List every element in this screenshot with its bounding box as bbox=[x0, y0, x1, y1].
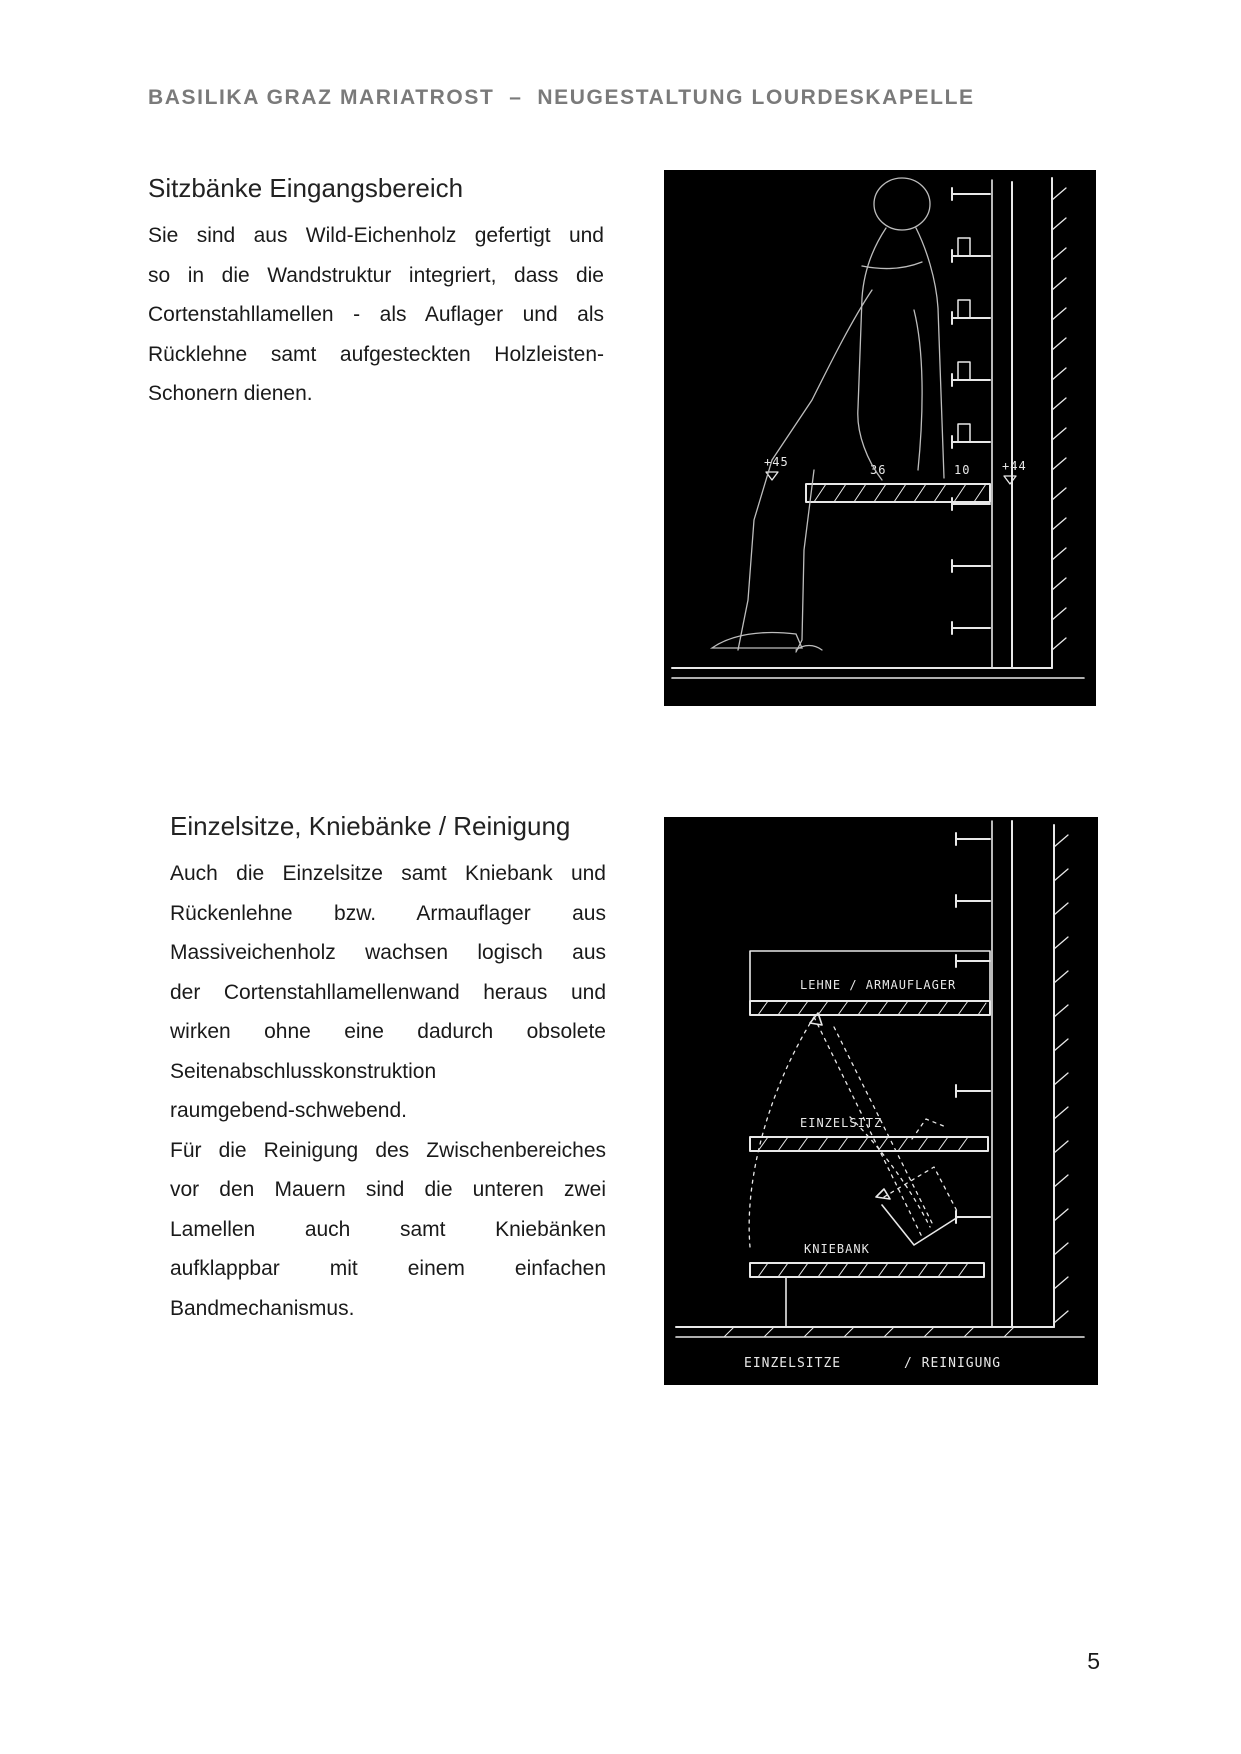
section2-line-6: Seitenabschlusskonstruktion bbox=[170, 1060, 437, 1083]
sketch2-caption-right: / REINIGUNG bbox=[904, 1356, 1002, 1371]
sketch1-depth-gap-label: 10 bbox=[954, 463, 971, 477]
section2-line-12: Bandmechanismus. bbox=[170, 1297, 355, 1320]
sketch2-seat-label: EINZELSITZ bbox=[800, 1116, 883, 1130]
sketch2-caption-left: EINZELSITZE bbox=[744, 1356, 842, 1371]
sketch2-kneeler-label: KNIEBANK bbox=[804, 1242, 870, 1256]
section2-line-4: der Cortenstahllamellenwand heraus und bbox=[170, 981, 606, 1004]
header-left: BASILIKA GRAZ MARIATROST bbox=[148, 86, 495, 109]
sketch1-level-right-label: +44 bbox=[1002, 459, 1027, 473]
section1-title: Sitzbänke Eingangsbereich bbox=[148, 173, 464, 203]
section2-line-5: wirken ohne eine dadurch obsolete bbox=[170, 1020, 606, 1043]
section1-line-3: Cortenstahllamellen - als Auflager und als bbox=[148, 303, 604, 326]
section1-line-5: Schonern dienen. bbox=[148, 382, 313, 405]
bench-section-sketch bbox=[664, 170, 1096, 706]
section1-line-4: Rücklehne samt aufgesteckten Holzleisten- bbox=[148, 343, 604, 366]
section2-line-7: raumgebend-schwebend. bbox=[170, 1099, 407, 1122]
section1-line-1: Sie sind aus Wild-Eichenholz gefertigt und bbox=[148, 224, 604, 247]
section2-line-1: Auch die Einzelsitze samt Kniebank und bbox=[170, 862, 606, 885]
section2-line-9: vor den Mauern sind die unteren zwei bbox=[170, 1178, 606, 1201]
section2-line-8: Für die Reinigung des Zwischenbereiches bbox=[170, 1139, 606, 1162]
section2-line-11: aufklappbar mit einem einfachen bbox=[170, 1257, 606, 1280]
header-separator: – bbox=[509, 86, 523, 109]
page-number: 5 bbox=[1087, 1648, 1100, 1674]
section1-line-2: so in die Wandstruktur integriert, dass die bbox=[148, 264, 604, 287]
sketch2-backrest-label: LEHNE / ARMAUFLAGER bbox=[800, 978, 957, 992]
section2-line-2: Rückenlehne bzw. Armauflager aus bbox=[170, 902, 606, 925]
single-seat-section-sketch bbox=[664, 817, 1098, 1385]
section2-line-3: Massiveichenholz wachsen logisch aus bbox=[170, 941, 606, 964]
section2-title: Einzelsitze, Kniebänke / Reinigung bbox=[170, 811, 571, 841]
header-right: NEUGESTALTUNG LOURDESKAPELLE bbox=[537, 86, 975, 109]
page-header bbox=[148, 86, 1096, 110]
section2-line-10: Lamellen auch samt Kniebänken bbox=[170, 1218, 606, 1241]
sketch1-depth-seat-label: 36 bbox=[870, 463, 887, 477]
sketch1-level-left-label: +45 bbox=[764, 455, 789, 469]
